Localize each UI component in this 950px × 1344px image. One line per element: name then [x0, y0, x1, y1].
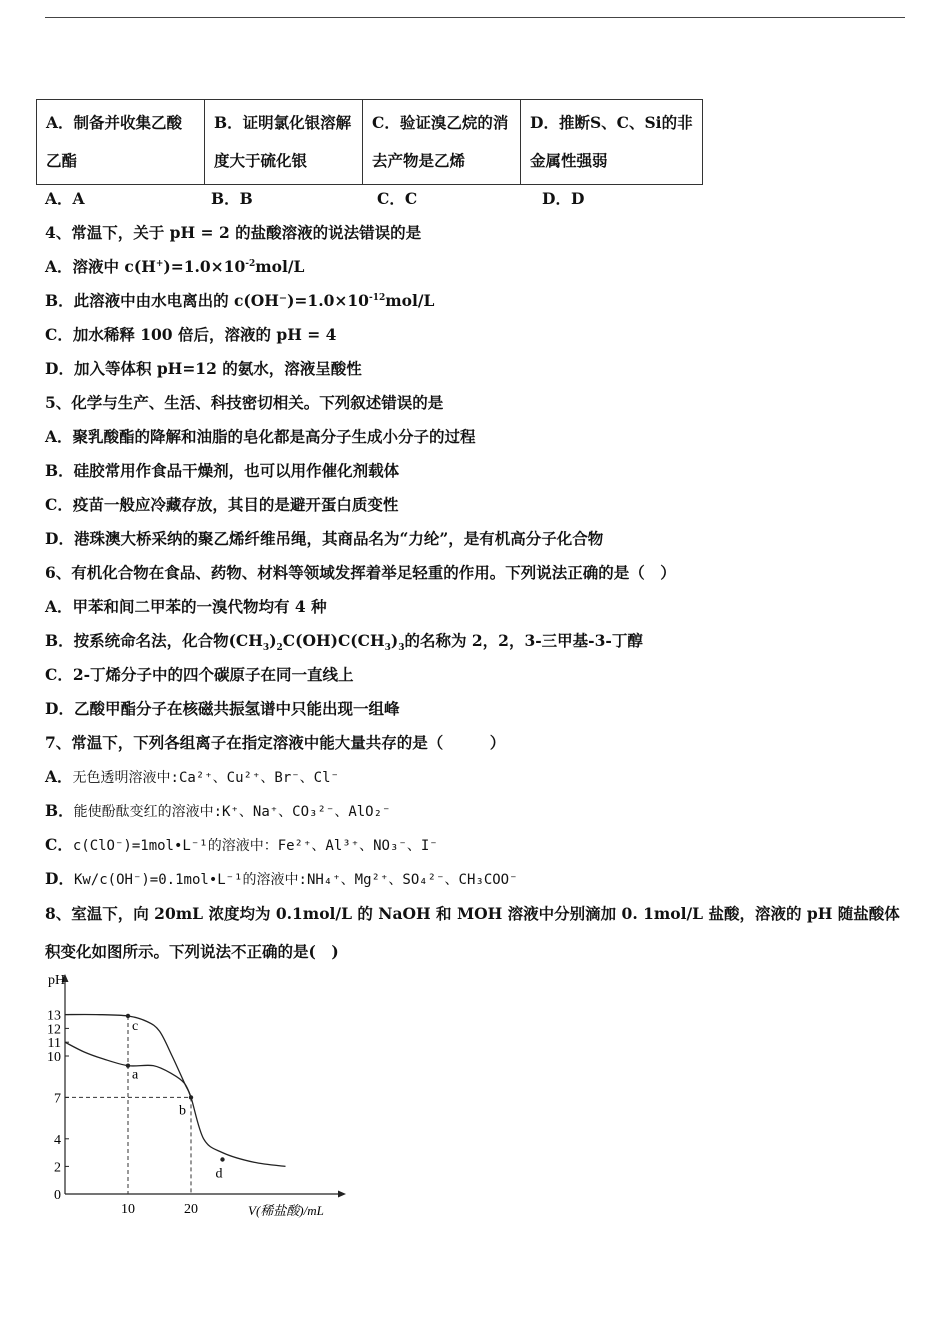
y-tick-label-2: 2	[54, 1160, 61, 1176]
titration-chart	[40, 966, 360, 1226]
point-c	[126, 1014, 130, 1018]
x-axis-arrow	[338, 1191, 346, 1198]
q7-a-label: A．	[45, 767, 73, 786]
q6-b-sub3: 3	[384, 643, 391, 654]
q5-option-c[interactable]: C．疫苗一般应冷藏存放，其目的是避开蛋白质变性	[45, 495, 399, 514]
q7-d-text: Kw/c(OH⁻)=0.1mol•L⁻¹的溶液中:NH₄⁺、Mg²⁺、SO₄²⁻、CH₃COO⁻	[73, 872, 518, 888]
answer-choice-d[interactable]: D．D	[542, 189, 585, 208]
q4-b-post: mol/L	[385, 291, 435, 310]
option-text: 制备并收集乙酸乙酯	[46, 113, 183, 170]
point-b	[189, 1095, 193, 1099]
chart-ticks	[47, 1009, 198, 1217]
x-tick-label-20: 20	[184, 1202, 198, 1217]
y-tick-label-7: 7	[54, 1091, 61, 1107]
option-text: 验证溴乙烷的消去产物是乙烯	[372, 113, 509, 170]
q6-b-sub2: 2	[276, 643, 283, 654]
answer-choice-b[interactable]: B．B	[211, 189, 253, 208]
q4-stem: 4、常温下，关于 pH = 2 的盐酸溶液的说法错误的是	[45, 223, 422, 242]
q5-stem: 5、化学与生产、生活、科技密切相关。下列叙述错误的是	[45, 393, 444, 412]
q6-option-a[interactable]: A．甲苯和间二甲苯的一溴代物均有 4 种	[45, 597, 327, 616]
q4-a-post: mol/L	[255, 257, 305, 276]
point-label-b: b	[179, 1103, 186, 1119]
y-tick-label-13: 13	[47, 1008, 61, 1024]
q6-option-c[interactable]: C．2-丁烯分子中的四个碳原子在同一直线上	[45, 665, 354, 684]
q6-b-post: 的名称为 2，2，3-三甲基-3-丁醇	[404, 631, 643, 650]
answer-choice-a[interactable]: A．A	[45, 189, 85, 208]
option-letter: A．	[46, 113, 74, 132]
x-axis-label: V(稀盐酸)/mL	[248, 1203, 324, 1218]
options-table	[36, 99, 703, 185]
q7-option-c[interactable]	[45, 834, 438, 857]
q7-d-label: D．	[45, 869, 74, 888]
q7-b-text: 能使酚酞变红的溶液中:K⁺、Na⁺、CO₃²⁻、AlO₂⁻	[73, 804, 391, 820]
option-letter: D．	[530, 113, 559, 132]
q5-option-a[interactable]: A．聚乳酸酯的降解和油脂的皂化都是高分子生成小分子的过程	[45, 427, 476, 446]
y-tick-label-4: 4	[54, 1132, 61, 1148]
option-text: 推断S、C、Si的非金属性强弱	[530, 113, 693, 170]
q4-a-mid: )=1.0×10	[163, 257, 246, 276]
q4-a-pre: A．溶液中 c(H	[45, 257, 156, 276]
q6-b-m2: C(OH)C(CH	[282, 631, 385, 650]
q6-option-d[interactable]: D．乙酸甲酯分子在核磁共振氢谱中只能出现一组峰	[45, 699, 400, 718]
y-tick-label-0: 0	[54, 1188, 61, 1203]
option-cell-b	[205, 100, 363, 185]
q7-b-label: B．	[45, 801, 74, 820]
q4-a-sup1: +	[155, 258, 164, 269]
q7-option-d[interactable]	[45, 868, 518, 891]
q7-c-text: c(ClO⁻)=1mol•L⁻¹的溶液中：Fe²⁺、Al³⁺、NO₃⁻、I⁻	[72, 838, 438, 854]
y-tick-label-12: 12	[47, 1022, 61, 1038]
x-tick-label-10: 10	[121, 1202, 135, 1217]
option-letter: C．	[372, 113, 400, 132]
q5-option-d[interactable]: D．港珠澳大桥采纳的聚乙烯纤维吊绳，其商品名为“力纶”，是有机高分子化合物	[45, 529, 604, 548]
q6-b-sub1: 3	[262, 643, 270, 654]
y-axis-label: pH	[48, 973, 66, 988]
q7-c-label: C．	[45, 835, 73, 854]
point-label-c: c	[132, 1018, 139, 1034]
answer-choice-c[interactable]: C．C	[377, 189, 418, 208]
q6-b-m1: )	[269, 631, 277, 650]
q6-b-pre: B．按系统命名法，化合物(CH	[45, 631, 263, 650]
q6-stem: 6、有机化合物在食品、药物、材料等领域发挥着举足轻重的作用。下列说法正确的是（ ）	[45, 563, 676, 582]
q7-stem: 7、常温下，下列各组离子在指定溶液中能大量共存的是（ ）	[45, 733, 506, 752]
point-d	[220, 1157, 224, 1161]
q8-stem: 8、室温下，向 20mL 浓度均为 0.1mol/L 的 NaOH 和 MOH 溶液中分别滴加 0. 1mol/L 盐酸，溶液的 pH 随盐酸体积变化如图所示。下列说法不正确的是( )	[45, 904, 900, 961]
point-label-d: d	[215, 1166, 223, 1182]
q6-b-m3: )	[390, 631, 399, 650]
guide-lines	[65, 1016, 191, 1194]
q7-a-text: 无色透明溶液中:Ca²⁺、Cu²⁺、Br⁻、Cl⁻	[72, 770, 339, 786]
q4-b-pre: B．此溶液中由水电离出的 c(OH⁻)=1.0×10	[45, 291, 369, 310]
option-text: 证明氯化银溶解度大于硫化银	[214, 113, 352, 170]
point-a	[126, 1063, 130, 1067]
option-cell-c	[363, 100, 521, 185]
q4-option-b[interactable]	[45, 290, 434, 312]
header-rule	[45, 17, 905, 18]
option-cell-a	[37, 100, 205, 185]
q4-option-c[interactable]: C．加水稀释 100 倍后，溶液的 pH = 4	[45, 325, 337, 344]
q7-option-a[interactable]	[45, 766, 339, 789]
q4-a-sup2: -2	[245, 258, 256, 269]
q5-option-b[interactable]: B．硅胶常用作食品干燥剂，也可以用作催化剂载体	[45, 461, 400, 480]
q4-option-a[interactable]	[45, 256, 304, 278]
q4-b-sup: -12	[368, 292, 386, 303]
option-cell-d	[521, 100, 703, 185]
option-letter: B．	[214, 113, 243, 132]
answer-choices	[45, 187, 665, 209]
point-label-a: a	[132, 1067, 139, 1083]
y-tick-label-11: 11	[47, 1036, 61, 1052]
y-tick-label-10: 10	[47, 1050, 61, 1065]
q6-option-b[interactable]	[45, 630, 643, 652]
chart-points	[126, 1014, 225, 1182]
q6-b-sub4: 3	[398, 643, 405, 654]
q4-option-d[interactable]: D．加入等体积 pH=12 的氨水，溶液呈酸性	[45, 359, 362, 378]
chart-series	[65, 1014, 286, 1166]
q7-option-b[interactable]	[45, 800, 390, 823]
series-line-1	[65, 1014, 286, 1166]
chart-axes	[62, 974, 347, 1198]
